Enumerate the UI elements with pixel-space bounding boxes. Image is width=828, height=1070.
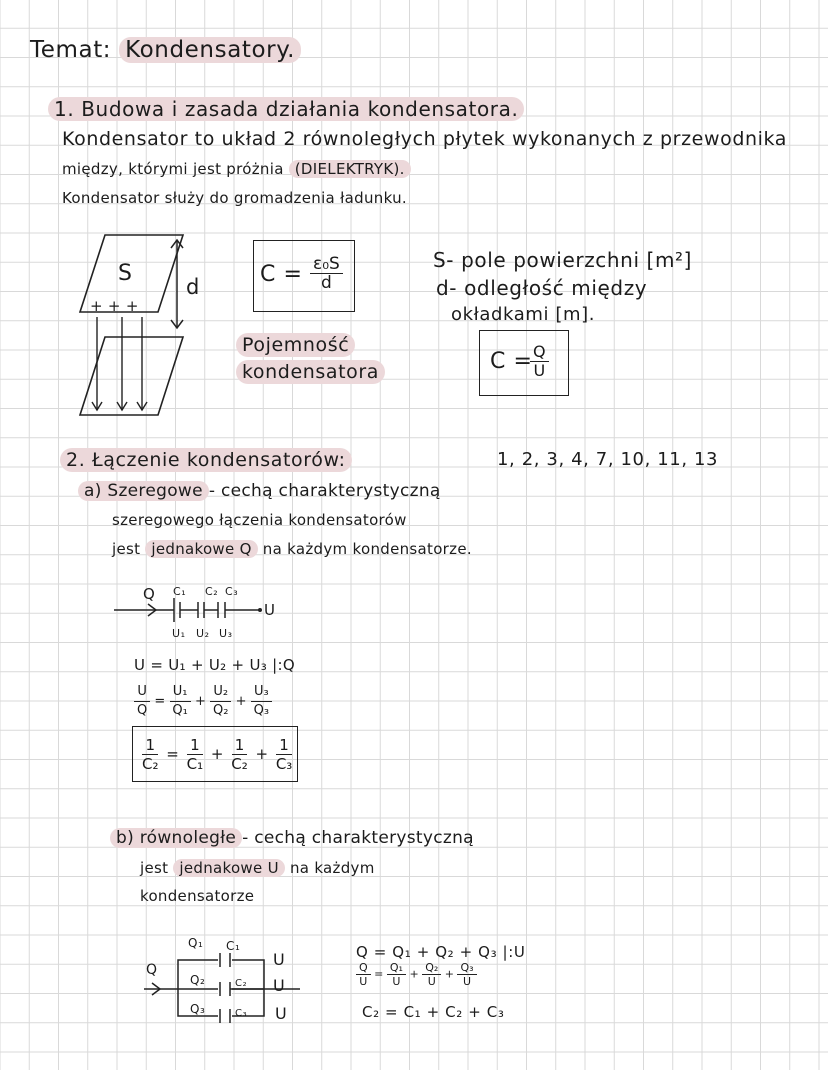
- den: Q: [137, 703, 148, 718]
- num: Q: [356, 961, 371, 975]
- cap-label-c2: C₂: [205, 585, 219, 598]
- den: C₂: [142, 754, 159, 773]
- legend-d: d- odległość między: [436, 276, 648, 300]
- parallel-volt-1: U: [273, 950, 286, 969]
- parallel-volt-2: U: [273, 976, 286, 995]
- section1-line-3: Kondensator służy do gromadzenia ładunku.: [62, 189, 407, 207]
- task-numbers: 1, 2, 3, 4, 7, 10, 11, 13: [497, 449, 719, 470]
- parallel-cap-c3: C₃: [235, 1008, 248, 1019]
- den: C₃: [275, 754, 293, 773]
- text: na każdym kondensatorze.: [262, 540, 472, 558]
- branch-q3: Q₃: [190, 1002, 206, 1016]
- section1-line-2: [62, 157, 411, 181]
- den: U: [462, 975, 472, 988]
- parallel-cap-c2: C₂: [235, 978, 248, 989]
- formula-fraction: [530, 343, 549, 380]
- series-highlight: jednakowe Q: [145, 540, 257, 558]
- parallel-q-label: Q: [146, 962, 158, 978]
- volt-label-u2: U₂: [196, 627, 210, 640]
- parallel-line-3: kondensatorze: [140, 887, 255, 905]
- parallel-volt-3: U: [275, 1004, 288, 1023]
- series-label: a) Szeregowe: [78, 481, 209, 501]
- parallel-cap-c1: C₁: [226, 939, 241, 953]
- num: Q₂: [422, 961, 441, 975]
- volt-label-u3: U₃: [219, 627, 233, 640]
- den: U: [359, 975, 368, 988]
- capacity-formula-box: [253, 240, 355, 312]
- parallel-label: b) równoległe: [110, 828, 242, 848]
- series-circuit-diagram: [110, 590, 280, 630]
- fraction-numerator: Q: [530, 343, 549, 362]
- line-text: między, którymi jest próżnia: [62, 160, 284, 178]
- legend-s: S- pole powierzchni [m²]: [433, 248, 693, 272]
- branch-q2: Q₂: [190, 973, 206, 987]
- plate-capacitor-diagram: [75, 232, 195, 422]
- text: jest: [140, 859, 169, 877]
- volt-label-u1: U₁: [172, 627, 186, 640]
- section2-heading: 2. Łączenie kondensatorów:: [60, 448, 352, 472]
- num: 1: [276, 736, 292, 755]
- parallel-eq-1: Q = Q₁ + Q₂ + Q₃ |:U: [356, 943, 526, 961]
- parallel-highlight: jednakowe U: [173, 859, 285, 877]
- den: U: [392, 975, 401, 988]
- parallel-circuit-diagram: [140, 955, 280, 1025]
- dielectric-highlight: (DIELEKTRYK).: [289, 160, 411, 178]
- series-q-label: Q: [143, 585, 156, 603]
- parallel-line-2: [140, 856, 375, 880]
- num: U₁: [170, 683, 191, 702]
- fraction-denominator: U: [533, 361, 546, 380]
- num: 1: [232, 736, 248, 755]
- series-u-out: U: [264, 601, 276, 619]
- den: Q₃: [253, 703, 270, 718]
- formula-lhs: C =: [490, 349, 533, 374]
- parallel-text: - cechą charakterystyczną: [242, 828, 474, 848]
- series-line-3: [112, 537, 472, 561]
- cap-label-c1: C₁: [173, 585, 187, 598]
- num: 1: [142, 736, 158, 755]
- num: U₂: [210, 683, 231, 702]
- series-eq-1: U = U₁ + U₂ + U₃ |:Q: [134, 656, 295, 674]
- den: C₁: [186, 754, 204, 773]
- title-label: Temat:: [30, 37, 112, 63]
- cap-label-c3: C₃: [225, 585, 239, 598]
- caption-line-2: kondensatora: [236, 360, 385, 384]
- branch-q1: Q₁: [188, 936, 204, 950]
- legend-d-cont: okładkami [m].: [451, 304, 596, 325]
- fraction-numerator: ε₀S: [310, 255, 343, 274]
- series-eq-2: $\frac{U}{Q}$ = $\frac{\text{U₁}}{\text{Q₁}}$ + $\frac{\text{U₂}}{\text{Q₂}}$ + $\frac{\text{U₃}}{\text{Q₃}}$: [134, 683, 272, 720]
- series-capacitance-box: $\frac{1}{\text{C₂}}$ = $\frac{1}{\text{C₁}}$ + $\frac{1}{\text{C₂}}$ + $\frac{1}{\text{C₃}}$: [132, 726, 298, 782]
- title: [30, 38, 301, 62]
- fraction-denominator: d: [321, 273, 332, 293]
- den: Q₂: [213, 703, 229, 718]
- series-line-1: [78, 479, 441, 503]
- text: na każdym: [289, 859, 375, 877]
- text: jest: [112, 540, 141, 558]
- distance-label: d: [186, 275, 200, 299]
- section1-line-1: Kondensator to układ 2 równoległych płytek wykonanych z przewodnika: [62, 128, 788, 150]
- series-text: - cechą charakterystyczną: [208, 481, 441, 501]
- formula-lhs: C =: [260, 262, 303, 287]
- section1-heading: 1. Budowa i zasada działania kondensatora.: [48, 97, 524, 121]
- den: C₂: [231, 754, 248, 773]
- plate-charges: + + +: [90, 297, 139, 315]
- parallel-line-1: [110, 826, 474, 850]
- num: U: [134, 683, 150, 702]
- parallel-eq-3: C₂ = C₁ + C₂ + C₃: [362, 1003, 505, 1021]
- den: U: [427, 975, 436, 988]
- series-line-2: szeregowego łączenia kondensatorów: [112, 511, 407, 529]
- charge-formula-box: [479, 330, 569, 396]
- num: Q₁: [387, 961, 406, 975]
- den: Q₁: [172, 703, 188, 718]
- caption-line-1: Pojemność: [236, 333, 355, 357]
- num: U₃: [251, 683, 272, 702]
- formula-fraction: [310, 255, 343, 292]
- parallel-eq-2: $\frac{Q}{U}$ = $\frac{\text{Q₁}}{U}$ + $\frac{\text{Q₂}}{U}$ + $\frac{\text{Q₃}}{U}$: [356, 961, 477, 988]
- num: Q₃: [457, 961, 476, 975]
- num: 1: [187, 736, 203, 755]
- plate-area-label: S: [118, 261, 133, 286]
- title-topic: Kondensatory.: [119, 37, 301, 63]
